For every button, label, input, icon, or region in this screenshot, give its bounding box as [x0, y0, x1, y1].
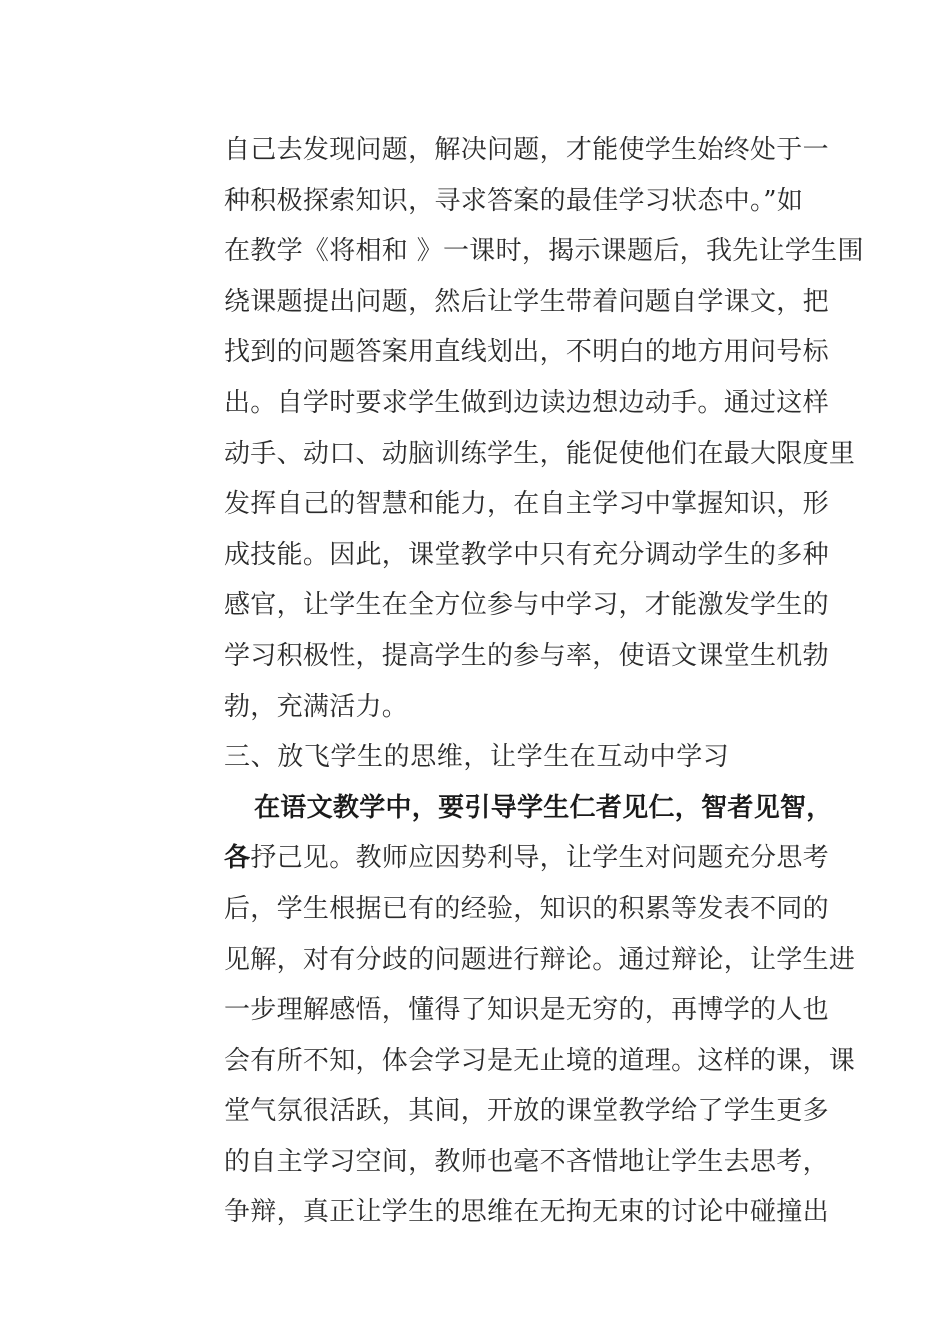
- text-line: 在教学《将相和 》一课时，揭示课题后，我先让学生围: [224, 236, 864, 267]
- text-line: 出。自学时要求学生做到边读边想边动手。通过这样: [224, 387, 829, 418]
- text-line: 找到的问题答案用直线划出，不明白的地方用问号标: [224, 337, 829, 368]
- text-line: 感官，让学生在全方位参与中学习，才能激发学生的: [224, 590, 829, 621]
- text-line: 成技能。因此，课堂教学中只有充分调动学生的多种: [224, 539, 829, 570]
- text-line: 的自主学习空间，教师也毫不吝惜地让学生去思考，: [224, 1146, 829, 1177]
- text-line: 发挥自己的智慧和能力，在自主学习中掌握知识，形: [224, 489, 829, 520]
- body-text: [224, 125, 864, 1238]
- text-line: [224, 833, 829, 884]
- text-line: 动手、动口、动脑训练学生，能促使他们在最大限度里: [224, 438, 856, 469]
- bold-text: 在语文教学中，要引导学生仁者见仁，智者见智，: [254, 792, 833, 823]
- text-line: 堂气氛很活跃，其间，开放的课堂教学给了学生更多: [224, 1096, 829, 1127]
- text-line: 会有所不知，体会学习是无止境的道理。这样的课，课: [224, 1045, 856, 1076]
- text-line: 种积极探索知识，寻求答案的最佳学习状态中。”如: [224, 185, 804, 216]
- text-line: 见解，对有分歧的问题进行辩论。通过辩论，让学生进: [224, 944, 856, 975]
- text-run: 抒己见。教师应因势利导，让学生对问题充分思考: [250, 843, 829, 874]
- text-line: 一步理解感悟，懂得了知识是无穷的，再博学的人也: [224, 995, 829, 1026]
- text-line: 绕课题提出问题，然后让学生带着问题自学课文，把: [224, 286, 829, 317]
- text-line: 后，学生根据已有的经验，知识的积累等发表不同的: [224, 893, 829, 924]
- text-line: 争辩，真正让学生的思维在无拘无束的讨论中碰撞出: [224, 1197, 829, 1228]
- paragraph-first-line: [224, 783, 833, 834]
- text-line: 学习积极性，提高学生的参与率，使语文课堂生机勃: [224, 640, 829, 671]
- text-line: 勃，充满活力。: [224, 691, 409, 722]
- text-line: 自己去发现问题，解决问题，才能使学生始终处于一: [224, 135, 829, 165]
- section-heading: 三、放飞学生的思维，让学生在互动中学习: [224, 742, 730, 773]
- bold-char: 各: [224, 843, 251, 874]
